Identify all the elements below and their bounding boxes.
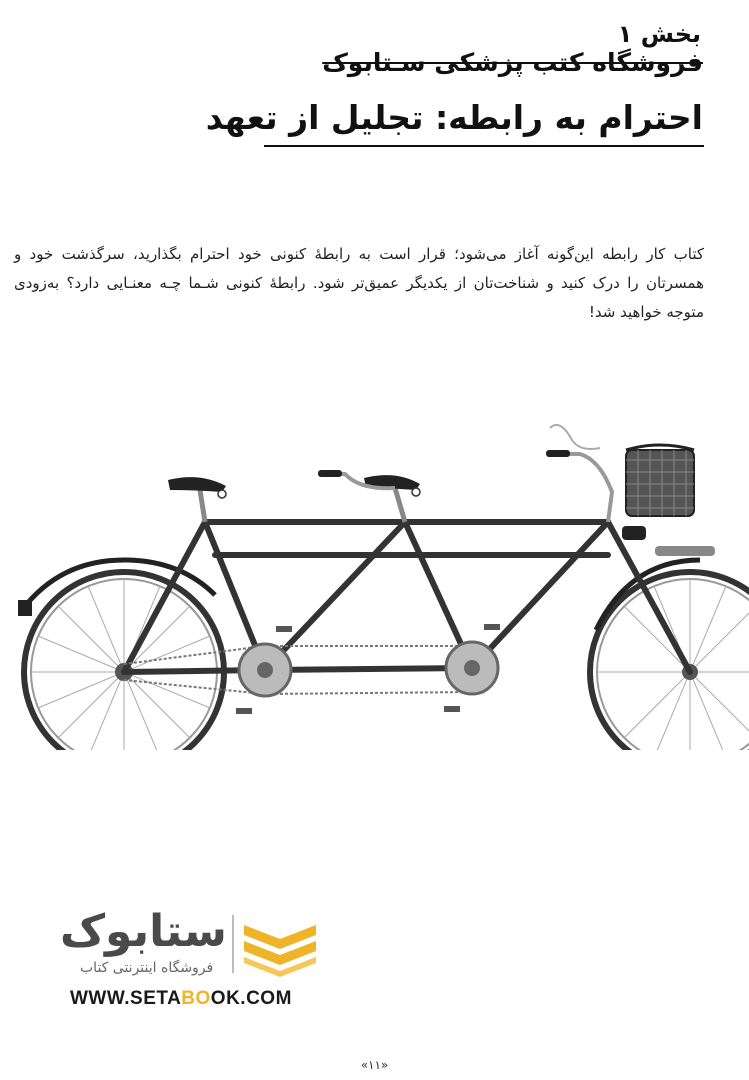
logo-name: ستابوک bbox=[60, 906, 227, 957]
page-title: احترام به رابطه: تجلیل از تعهد bbox=[205, 98, 703, 137]
rear-saddle bbox=[168, 477, 226, 492]
tandem-bicycle-illustration bbox=[0, 420, 749, 750]
logo-separator bbox=[232, 915, 234, 973]
shop-watermark: فروشگاه کتب پزشکی سـتابوک bbox=[322, 48, 703, 77]
chainring-front bbox=[446, 642, 498, 694]
bike-frame bbox=[124, 522, 690, 672]
logo-url[interactable]: WWW.SETABOOK.COM bbox=[70, 988, 292, 1009]
setabook-logo bbox=[60, 905, 320, 1015]
logo-tagline: فروشگاه اینترنتی کتاب bbox=[80, 960, 214, 976]
title-underline bbox=[264, 145, 704, 147]
rear-wheel bbox=[24, 572, 224, 750]
front-basket bbox=[626, 445, 694, 516]
chapter-label: بخش ۱ bbox=[617, 20, 701, 48]
page-number: «۱۱» bbox=[360, 1058, 389, 1072]
chainring-rear bbox=[239, 644, 291, 696]
body-paragraph: کتاب کار رابطه این‌گونه آغاز می‌شود؛ قرار است به رابطهٔ کنونی خود احترام بگذارید، سرگذشت خود و همسرتان را درک کنید و شناخت‌تان از یکدیگر عمیق‌تر شود. رابطهٔ کنونی شـما چـه معنـایی دارد؟ به‌زودی متوجه خواهید شد! bbox=[14, 245, 704, 321]
book-stack-icon bbox=[240, 917, 320, 977]
